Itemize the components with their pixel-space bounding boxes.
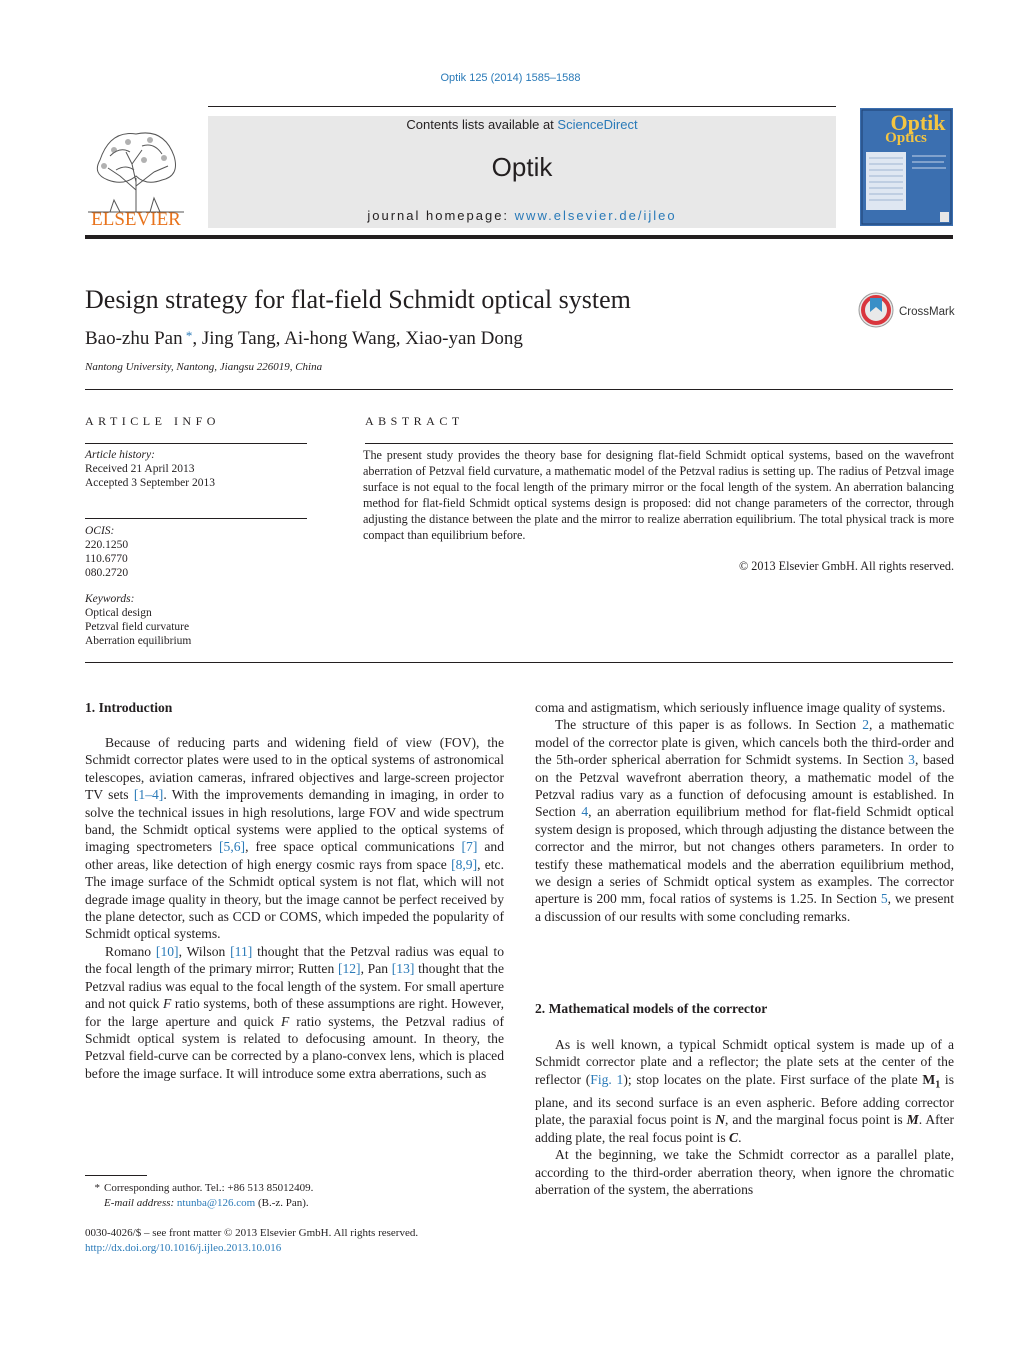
header-divider — [208, 106, 836, 107]
elsevier-tree-icon — [80, 116, 192, 228]
doi-link[interactable]: http://dx.doi.org/10.1016/j.ijleo.2013.10.016 — [85, 1242, 282, 1254]
footnote-divider — [85, 1175, 147, 1176]
keywords-label: Keywords: — [85, 593, 135, 605]
ocis-label: OCIS: — [85, 525, 115, 537]
intro-paragraph-2-continued: coma and astigmatism, which seriously influence image quality of systems. — [535, 700, 946, 715]
figure-link[interactable]: Fig. 1 — [590, 1071, 624, 1087]
corresponding-author-footnote — [85, 1181, 313, 1211]
issn-line: 0030-4026/$ – see front matter © 2013 Elsevier GmbH. All rights reserved. — [85, 1227, 419, 1239]
abstract-heading: ABSTRACT — [365, 414, 464, 428]
citation-link[interactable]: [10] — [155, 943, 179, 959]
keyword: Petzval field curvature — [85, 621, 190, 633]
history-label: Article history: — [85, 449, 155, 461]
footer — [85, 1226, 418, 1256]
ocis-code: 080.2720 — [85, 567, 129, 579]
crossmark-badge[interactable] — [858, 290, 958, 330]
header-thick-divider — [85, 235, 953, 239]
author-lead: Bao-zhu Pan — [85, 328, 183, 349]
intro-paragraph-3: The structure of this paper is as follows. In Section 2, a mathematic model of the corrector plate is given, which cancels both the third-order and the 5th-order spherical aberration for Schmidt systems. In Section 3, based on the Petzval wavefront aberration theory, a mathematic model of the Petzval radius vary as a function of defocusing amount is established. In Section 4, an aberration equilibrium method for flat-field Schmidt optical system design is proposed, which through adjusting the distance between the corrector and the mirror, but not changes others parameters. In order to testify these mathematical models and the aberration equilibrium method, we design a series of Schmidt optical system as examples. The corrector aperture is 200 mm, focal ratios of systems is 1.25. In Section 5, we present a discussion of our results with some concluding remarks. — [535, 717, 954, 924]
contents-prefix: Contents lists available at — [406, 117, 558, 132]
email-suffix: (B.-z. Pan). — [255, 1197, 309, 1209]
received-date: Received 21 April 2013 — [85, 463, 195, 475]
left-column-body — [85, 734, 504, 1082]
author-email-link[interactable]: ntunba@126.com — [176, 1197, 256, 1209]
ocis-code: 110.6770 — [85, 553, 128, 565]
section-link[interactable]: 4 — [581, 804, 589, 820]
paper-title: Design strategy for flat-field Schmidt optical system — [85, 285, 631, 314]
author-rest: , Jing Tang, Ai-hong Wang, Xiao-yan Dong — [192, 328, 523, 349]
divider — [85, 662, 953, 663]
right-column-top — [535, 699, 954, 925]
section-link[interactable]: 5 — [880, 891, 888, 907]
corresponding-author-mark[interactable]: * — [182, 328, 193, 343]
cover-subtitle: Optics — [885, 130, 927, 146]
citation-link[interactable]: [12] — [337, 961, 361, 977]
crossmark-label: CrossMark — [899, 306, 955, 318]
citation-link[interactable]: [8,9] — [451, 856, 478, 872]
journal-cover-thumbnail[interactable] — [860, 108, 953, 226]
divider — [85, 389, 953, 390]
citation-link[interactable]: [5,6] — [219, 839, 246, 855]
article-history — [85, 448, 307, 490]
elsevier-logo[interactable] — [80, 116, 192, 228]
citation-link[interactable]: [1–4] — [133, 787, 164, 803]
section-link[interactable]: 2 — [862, 717, 870, 733]
keyword: Aberration equilibrium — [85, 635, 192, 647]
corresponding-author-info: Corresponding author. Tel.: +86 513 85012409. — [104, 1182, 314, 1194]
ocis-code: 220.1250 — [85, 539, 129, 551]
footnote-star: * — [94, 1182, 100, 1194]
journal-citation[interactable]: Optik 125 (2014) 1585–1588 — [440, 72, 581, 84]
journal-cover-image — [860, 108, 953, 226]
citation-link[interactable]: [13] — [391, 961, 415, 977]
sciencedirect-link[interactable]: ScienceDirect — [557, 117, 638, 132]
author-list — [85, 328, 523, 350]
ocis-codes — [85, 524, 307, 580]
abstract-text: The present study provides the theory base for designing flat-field Schmidt optical systems, based on the wavefront aberration of Petzval field curvature, a mathematic model of the Petzval radius is setting up. The radius of Petzval image surface is not equal to the focal length of the primary mirror or the focal length of the system. An aberration balancing method for flat-field Schmidt optical systems design is proposed: did not change parameters of the corrector, through adjusting the distance between the plate and the mirror to realize aberration equilibrium. The total physical track is more compact than equilibrium before. — [363, 448, 954, 542]
section-2-paragraph-1: As is well known, a typical Schmidt optical system is made up of a Schmidt corrector plate and a reflector; the plate sets at the center of the reflector (Fig. 1); stop locates on the plate. First surface of the plate $M_1$ is plane, and its second surface is an even aspheric. Before adding corrector plate, the paraxial focus point is N, and the marginal focus point is M. After adding plate, the real focus point is C. — [535, 1037, 955, 1145]
abstract-copyright: © 2013 Elsevier GmbH. All rights reserved. — [738, 559, 954, 573]
homepage-prefix: journal homepage: — [367, 208, 515, 223]
section-2-paragraph-2: At the beginning, we take the Schmidt corrector as a parallel plate, according to the third-order aberration theory, when ignore the chromatic aberration of the system, the aberrations — [535, 1147, 954, 1197]
article-info-heading: ARTICLE INFO — [85, 414, 220, 428]
divider — [85, 443, 307, 444]
crossmark-icon — [858, 290, 958, 330]
divider — [365, 443, 953, 444]
keywords — [85, 592, 307, 648]
right-column-body — [535, 1036, 954, 1198]
journal-homepage-line — [208, 208, 836, 223]
intro-paragraph-2: Romano [10], Wilson [11] thought that the Petzval radius was equal to the focal length of the primary mirror; Rutten [12], Pan [13] thought that the Petzval radius was equal to the focal length of the system. For small aperture and not quick F ratio systems, both of these assumptions are right. However, for the large aperture and quick F ratio systems, the Petzval radius of Schmidt optical system is related to defocusing amount. In theory, the Petzval field-curve can be corrected by a plano-convex lens, which is placed before the image surface. It will introduce some extra aberrations, such as — [85, 943, 505, 1081]
citation-link[interactable]: [11] — [230, 943, 253, 959]
divider — [85, 518, 307, 519]
section-2-heading: 2. Mathematical models of the corrector — [535, 1001, 768, 1016]
section-link[interactable]: 3 — [908, 752, 915, 768]
citation-link[interactable]: [7] — [461, 839, 478, 855]
author-affiliation: Nantong University, Nantong, Jiangsu 226019, China — [85, 361, 323, 373]
homepage-link[interactable]: www.elsevier.de/ijleo — [514, 208, 677, 223]
cover-title: Optik — [890, 110, 946, 135]
elsevier-wordmark: ELSEVIER — [91, 209, 181, 228]
email-label: E-mail address: — [104, 1197, 175, 1209]
journal-name: Optik — [491, 152, 553, 182]
section-1-heading: 1. Introduction — [85, 700, 173, 715]
keyword: Optical design — [85, 607, 152, 619]
accepted-date: Accepted 3 September 2013 — [85, 477, 215, 489]
contents-available-line — [208, 117, 836, 132]
intro-paragraph-1: Because of reducing parts and widening field of view (FOV), the Schmidt corrector plates were used to in the optical systems of astronomical telescopes, aviation cameras, infrared objectives and large-screen projector TV sets [1–4]. With the improvements demanding in imaging, in order to solve the technical issues in high resolutions, large FOV and wide spectrum band, the Schmidt optical systems were applied to the optical systems of imaging spectrometers [5,6], free space optical communications [7] and other areas, like detection of high energy cosmic rays from space [8,9], etc. The image surface of the Schmidt optical system is not flat, which will not degrade image quality in theory, but the image cannot be perfect received by the plane detector, such as CCD or COMS, which impeded the popularity of Schmidt optical systems. — [85, 735, 505, 942]
